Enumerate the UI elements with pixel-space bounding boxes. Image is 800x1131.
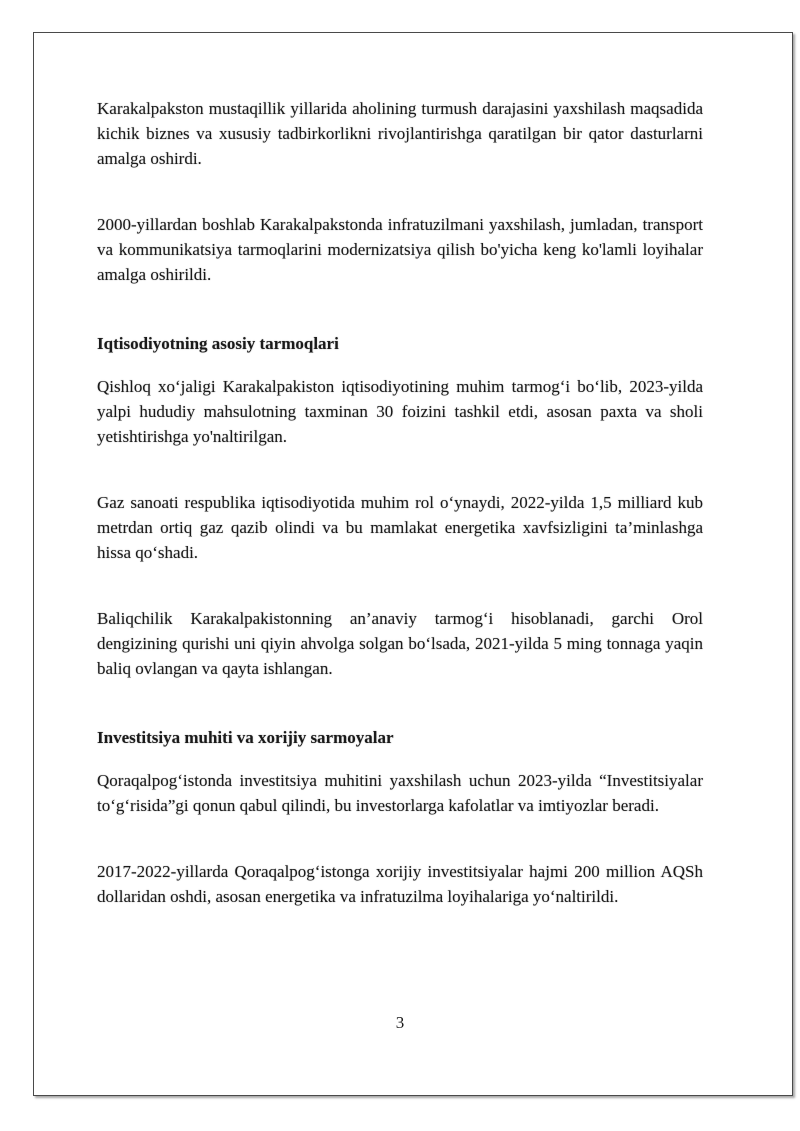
paragraph: 2000-yillardan boshlab Karakalpakstonda infratuzilmani yaxshilash, jumladan, transport va kommunikatsiya tarmoqlarini modernizatsiya qilish bo'yicha keng ko'lamli loyihalar amalga oshirildi. <box>97 215 703 284</box>
paragraph: Karakalpakston mustaqillik yillarida aholining turmush darajasini yaxshilash maqsadida kichik biznes va xususiy tadbirkorlikni rivojlantirishga qaratilgan bir qator dasturlarni amalga oshirdi. <box>97 99 703 168</box>
section-heading: Iqtisodiyotning asosiy tarmoqlari <box>97 334 339 353</box>
section-heading: Investitsiya muhiti va xorijiy sarmoyalar <box>97 728 394 747</box>
page-number: 3 <box>395 1013 405 1032</box>
paragraph: Qoraqalpog‘istonda investitsiya muhitini yaxshilash uchun 2023-yilda “Investitsiyalar to‘g‘risida”gi qonun qabul qilindi, bu investorlarga kafolatlar va imtiyozlar beradi. <box>97 771 703 815</box>
document-body <box>97 96 703 909</box>
paragraph: Qishloq xo‘jaligi Karakalpakiston iqtisodiyotining muhim tarmog‘i bo‘lib, 2023-yilda yalpi hududiy mahsulotning taxminan 30 foizini tashkil etdi, asosan paxta va sholi yetishtirishga yo'naltirilgan. <box>97 377 703 446</box>
paragraph: Gaz sanoati respublika iqtisodiyotida muhim rol o‘ynaydi, 2022-yilda 1,5 milliard kub metrdan ortiq gaz qazib olindi va bu mamlakat energetika xavfsizligini ta’minlashga hissa qo‘shadi. <box>97 493 703 562</box>
paragraph: 2017-2022-yillarda Qoraqalpog‘istonga xorijiy investitsiyalar hajmi 200 million AQSh dollaridan oshdi, asosan energetika va infratuzilma loyihalariga yo‘naltirildi. <box>97 862 703 906</box>
paragraph: Baliqchilik Karakalpakistonning an’anaviy tarmog‘i hisoblanadi, garchi Orol dengizining qurishi uni qiyin ahvolga solgan bo‘lsada, 2021-yilda 5 ming tonnaga yaqin baliq ovlangan va qayta ishlangan. <box>97 609 703 678</box>
